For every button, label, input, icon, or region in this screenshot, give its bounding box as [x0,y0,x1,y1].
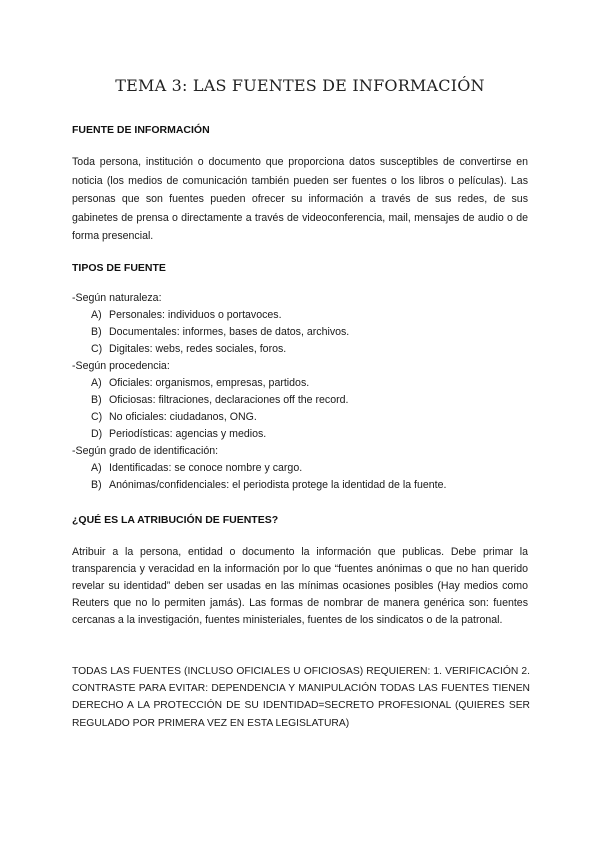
list-text: Documentales: informes, bases de datos, archivos. [109,326,350,338]
heading-fuente-informacion: FUENTE DE INFORMACIÓN [72,124,210,136]
list-letter: C) [91,411,103,423]
list-letter: B) [91,394,102,406]
list-item [91,343,286,355]
list-item [91,326,349,338]
list-item [91,462,302,474]
list-item [91,479,446,491]
list-letter: B) [91,326,102,338]
list-text: Oficiales: organismos, empresas, partidos. [109,377,310,389]
paragraph-uppercase-note: TODAS LAS FUENTES (INCLUSO OFICIALES U OFICIOSAS) REQUIEREN: 1. VERIFICACIÓN 2. CONTRASTE PARA EVITAR: DEPENDENCIA Y MANIPULACIÓN TODAS LAS FUENTES TIENEN DERECHO A LA PROTECCIÓN DE SU IDENTIDAD=SECRETO PROFESIONAL (QUIERES SER REGULADO POR PRIMERA VEZ EN ESTA LEGISLATURA) [72,666,530,729]
group-label-identificacion: -Según grado de identificación: [72,445,219,457]
list-letter: D) [91,428,103,440]
heading-tipos-fuente: TIPOS DE FUENTE [72,262,166,274]
paragraph-atribucion: Atribuir a la persona, entidad o documento la información que publicas. Debe primar la transparencia y veracidad en la información por lo que “fuentes anónimas o que no han querido revelar su identidad” deben ser usadas en las mínimas ocasiones posibles (Hay medios como Reuters que no lo permiten jamás). Las formas de nombrar de manera genérica son: fuentes cercanas a la investigación, fuentes ministeriales, fuentes de los sindicatos o de la patronal. [72,546,528,626]
list-text: Oficiosas: filtraciones, declaraciones off the record. [109,394,349,406]
list-item [91,428,266,440]
list-item [91,309,282,321]
list-text: Periodísticas: agencias y medios. [109,428,267,440]
list-text: Identificadas: se conoce nombre y cargo. [109,462,303,474]
group-label-procedencia: -Según procedencia: [72,360,170,372]
group-label-naturaleza: -Según naturaleza: [72,292,162,304]
list-text: No oficiales: ciudadanos, ONG. [109,411,257,423]
list-letter: A) [91,462,102,474]
list-text: Anónimas/confidenciales: el periodista protege la identidad de la fuente. [109,479,447,491]
list-item [91,377,309,389]
list-text: Personales: individuos o portavoces. [109,309,282,321]
list-item [91,394,348,406]
page-title: TEMA 3: LAS FUENTES DE INFORMACIÓN [115,76,485,95]
list-letter: C) [91,343,103,355]
paragraph-fuente-informacion: Toda persona, institución o documento que proporciona datos susceptibles de convertirse en noticia (los medios de comunicación también pueden ser fuentes o los libros o películas). Las personas que son fuentes pueden ofrecer su información a través de sus redes, de sus gabinetes de prensa o directamente a través de videoconferencia, mail, mensajes de audio o de forma presencial. [72,156,528,242]
list-item [91,411,257,423]
list-letter: A) [91,377,102,389]
list-letter: A) [91,309,102,321]
list-letter: B) [91,479,102,491]
list-text: Digitales: webs, redes sociales, foros. [109,343,287,355]
heading-atribucion-fuentes: ¿QUÉ ES LA ATRIBUCIÓN DE FUENTES? [72,514,279,526]
